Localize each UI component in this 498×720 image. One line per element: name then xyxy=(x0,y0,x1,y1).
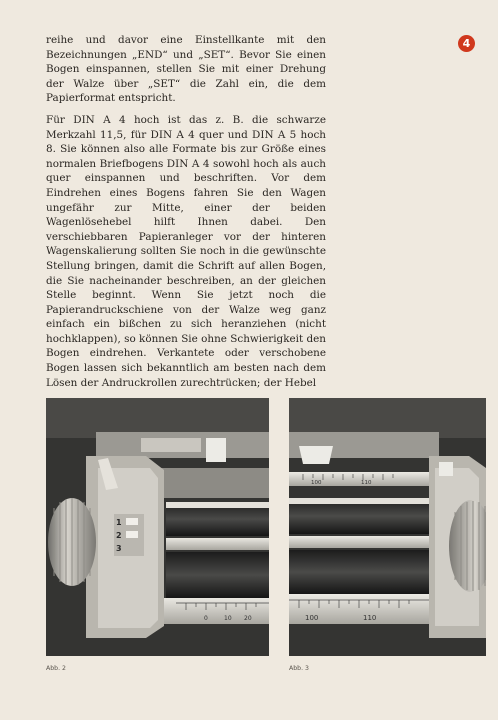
paragraph-1: reihe und davor eine Einstellkante mit den Bezeichnungen „END“ und „SET“. Bevor Sie einen Bogen einspannen, stellen Sie mit einer Drehung der Walze über „SET“ die Zahl ein, die dem Papierformat entspricht. xyxy=(46,34,326,105)
scale-label: 100 xyxy=(305,614,319,622)
scale-label: 110 xyxy=(363,614,377,622)
scale-label: 0 xyxy=(204,615,208,622)
figure-caption-left: Abb. 2 xyxy=(46,665,66,672)
paragraph-2: Für DIN A 4 hoch ist das z. B. die schwarze Merkzahl 11,5, für DIN A 4 quer und DIN A 5 hoch 8. Sie können also alle Formate bis zur Größe eines normalen Briefbogens DIN A 4 sowohl hoch als auch quer einspannen und beschriften. Vor dem Eindrehen eines Bogens fahren Sie den Wagen ungefähr zur Mitte, einer der beiden Wagenlösehebel hilft Ihnen dabei. Den verschiebbaren Papieranleger vor der hinteren Wagenskalierung sollten Sie noch in die gewünschte Stellung bringen, damit die Schrift auf allen Bogen, die Sie nacheinander beschreiben, an der gleichen Stelle beginnt. Wenn Sie jetzt noch die Papierandruckschiene von der Walze weg ganz einfach ein bißchen zu sich heranziehen (nicht hochklappen), so können Sie ohne Schwierigkeit den Bogen eindrehen. Verkantete oder verschobene Bogen lassen sich bekanntlich am besten nach dem Lösen der Andruckrollen zurechtrücken; der Hebel xyxy=(46,113,326,389)
scale-label: 100 xyxy=(311,480,322,486)
typewriter-photo-left xyxy=(46,398,269,656)
figure-caption-right: Abb. 3 xyxy=(289,665,309,672)
scale-label: 110 xyxy=(361,480,372,486)
scale-label: 10 xyxy=(224,615,232,622)
line-space-number: 2 xyxy=(116,531,122,540)
line-space-number: 3 xyxy=(116,544,122,553)
scale-label: 20 xyxy=(244,615,252,622)
page-number-badge: 4 xyxy=(458,35,475,52)
typewriter-photo-right xyxy=(289,398,486,656)
line-space-number: 1 xyxy=(116,518,122,527)
body-text xyxy=(46,33,326,397)
